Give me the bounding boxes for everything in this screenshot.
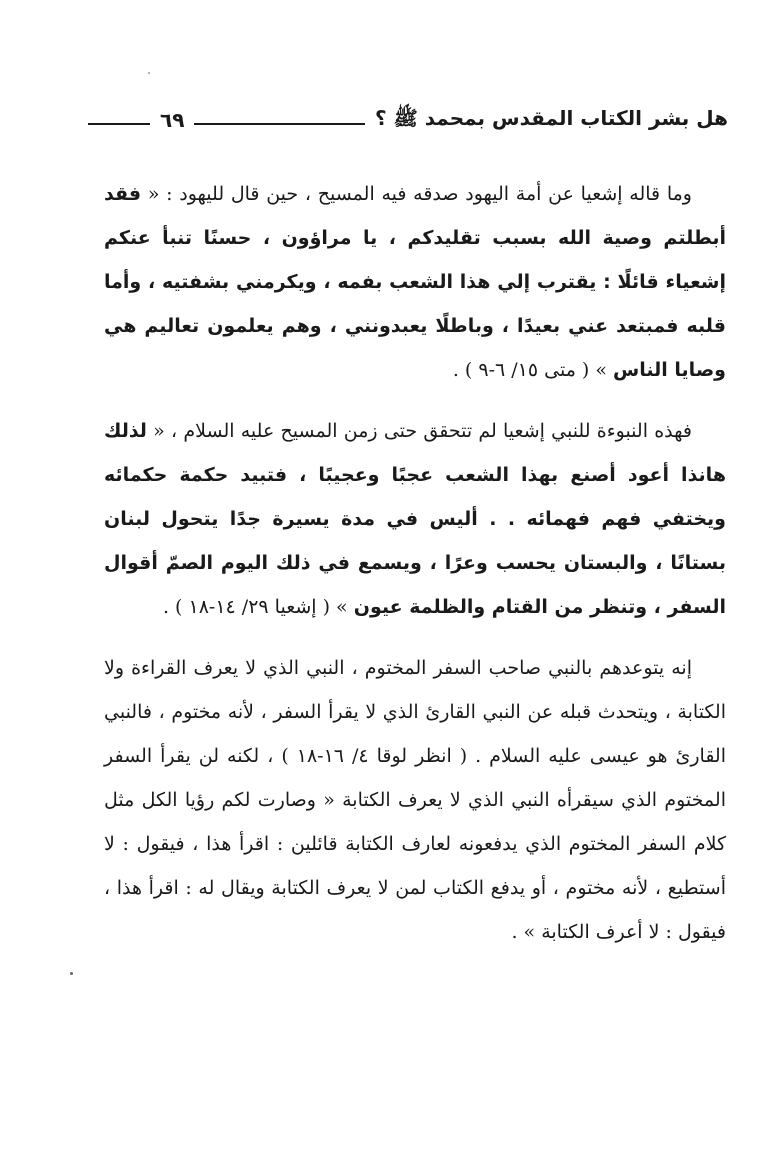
page-number: ٦٩	[160, 108, 185, 132]
running-header	[88, 100, 728, 140]
paragraph-intro: فهذه النبوءة للنبي إشعيا لم تتحقق حتى زمن المسيح عليه السلام ، «	[153, 420, 692, 442]
running-header-title: هل بشر الكتاب المقدس بمحمد ﷺ ؟	[375, 105, 728, 130]
body-text	[104, 172, 726, 971]
citation: » ( متى ١٥/ ٦-٩ ) .	[452, 359, 607, 381]
header-rule-long	[194, 123, 365, 125]
paragraph-sealed-book	[104, 646, 726, 954]
citation: » ( إشعيا ٢٩/ ١٤-١٨ ) .	[162, 596, 348, 618]
header-rule-short	[88, 123, 150, 125]
paragraph-text: إنه يتوعدهم بالنبي صاحب السفر المختوم ، النبي الذي لا يعرف القراءة ولا الكتابة ، ويتحدث قبله عن النبي القارئ الذي لا يقرأ السفر ، لأنه مختوم ، فالنبي القارئ هو عيسى عليه السلام . ( انظر لوقا ٤/ ١٦-١٨ ) ، لكنه لن يقرأ السفر المختوم الذي سيقرأه النبي الذي لا يعرف الكتابة « وصارت لكم رؤيا الكل مثل كلام السفر المختوم الذي يدفعونه لعارف الكتابة قائلين : اقرأ هذا ، فيقول : لا أستطيع ، لأنه مختوم ، أو يدفع الكتاب لمن لا يعرف الكتابة ويقال له : اقرأ هذا ، فيقول : لا أعرف الكتابة » .	[104, 657, 726, 943]
paragraph-prophecy	[104, 409, 726, 629]
quotation-bold: لذلك هانذا أعود أصنع بهذا الشعب عجبًا وعجيبًا ، فتبيد حكمة حكمائه ويختفي فهم فهمائه . . أليس في مدة يسيرة جدًا يتحول لبنان بستانًا ، والبستان يحسب وعرًا ، ويسمع في ذلك اليوم الصمّ أقوال السفر ، وتنظر من القتام والظلمة عيون	[104, 420, 726, 618]
quotation-bold: فقد أبطلتم وصية الله بسبب تقليدكم ، يا مراؤون ، حسنًا تنبأ عنكم إشعياء قائلًا : يقترب إلي هذا الشعب بفمه ، ويكرمني بشفتيه ، وأما قلبه فمبتعد عني بعيدًا ، وباطلًا يعبدونني ، وهم يعلمون تعاليم هي وصايا الناس	[104, 183, 726, 381]
paragraph-isaiah-quote	[104, 172, 726, 392]
paragraph-intro: وما قاله إشعيا عن أمة اليهود صدقه فيه المسيح ، حين قال لليهود : «	[147, 183, 692, 205]
scan-speck	[70, 972, 73, 975]
scan-speck	[148, 72, 150, 74]
